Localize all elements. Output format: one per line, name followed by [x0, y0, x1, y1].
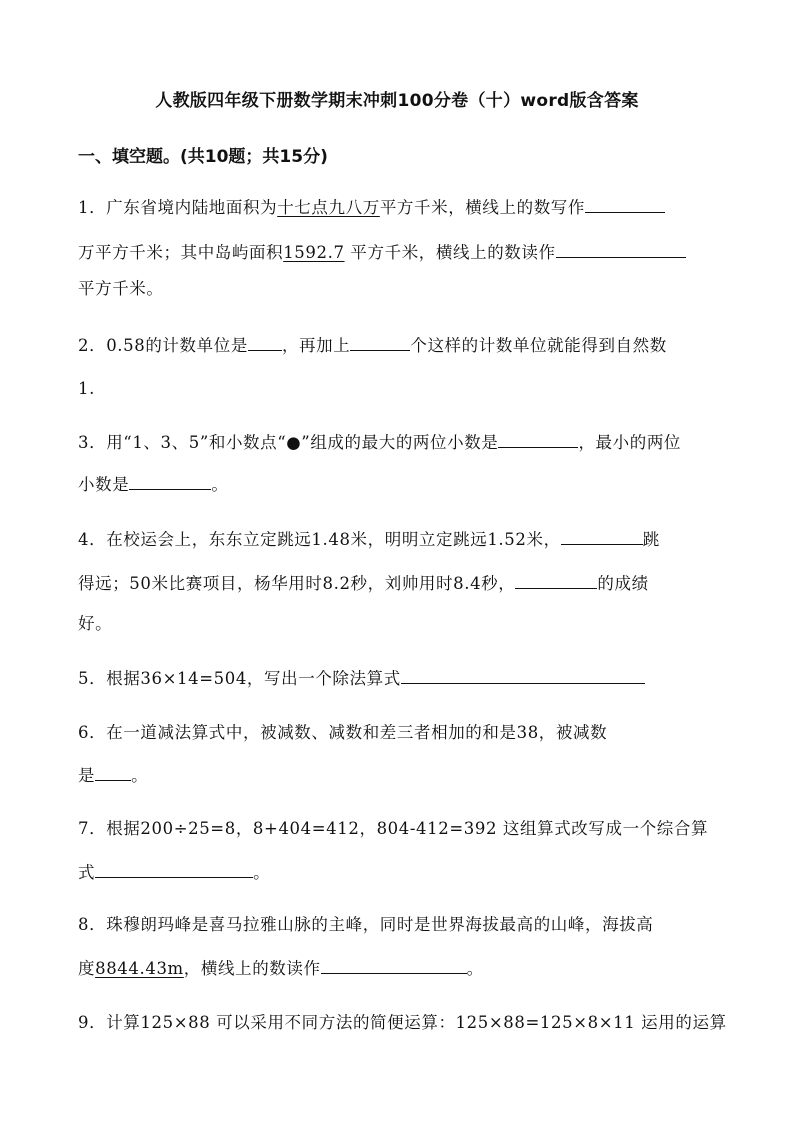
- text: 个这样的计数单位就能得到自然数: [410, 336, 667, 355]
- question-1-line-3: 平方千米。: [78, 279, 164, 298]
- answer-blank[interactable]: [585, 196, 665, 213]
- text: 。: [466, 959, 484, 978]
- text: ，最小的两位: [578, 433, 682, 452]
- answer-blank[interactable]: [498, 431, 578, 448]
- text: 4．在校运会上，东东立定跳远1.48米，明明立定跳远1.52米，: [78, 530, 561, 549]
- answer-blank[interactable]: [321, 957, 467, 974]
- question-4-line-3: 好。: [78, 614, 113, 633]
- text: 的成绩: [597, 574, 649, 593]
- question-6-line-1: 6．在一道减法算式中，被减数、减数和差三者相加的和是38，被减数: [78, 723, 608, 742]
- section-heading: 一、填空题。(共10题；共15分): [78, 147, 328, 167]
- question-8-line-1: 8．珠穆朗玛峰是喜马拉雅山脉的主峰，同时是世界海拔最高的山峰，海拔高: [78, 915, 654, 934]
- answer-blank[interactable]: [556, 241, 686, 258]
- text: 。: [253, 863, 271, 882]
- question-4-line-2: [78, 572, 649, 595]
- answer-blank[interactable]: [95, 861, 253, 878]
- text: 2．0.58的计数单位是: [78, 336, 248, 355]
- text: 5．根据36×14=504，写出一个除法算式: [78, 669, 401, 688]
- text: 是: [78, 766, 96, 785]
- underlined-text: 1592.7: [283, 243, 345, 262]
- text: 度: [78, 959, 96, 978]
- text: 平方千米，横线上的数写作: [379, 198, 586, 217]
- answer-blank[interactable]: [350, 334, 410, 351]
- text: ，横线上的数读作: [183, 959, 321, 978]
- text: 。: [131, 766, 149, 785]
- underlined-text: 十七点九八万: [277, 198, 380, 217]
- text: 1．广东省境内陆地面积为: [78, 198, 278, 217]
- text: 小数是: [78, 475, 130, 494]
- question-8-line-2: [78, 957, 484, 980]
- document-title: 人教版四年级下册数学期末冲刺100分卷（十）word版含答案: [155, 91, 639, 111]
- question-1-line-2: [78, 241, 686, 264]
- text: 。: [211, 475, 229, 494]
- question-2-line-1: [78, 334, 667, 357]
- text: ，再加上: [281, 336, 351, 355]
- text: 平方千米，横线上的数读作: [344, 243, 556, 262]
- text: 得远；50米比赛项目，杨华用时8.2秒，刘帅用时8.4秒，: [78, 574, 516, 593]
- answer-blank[interactable]: [515, 572, 597, 589]
- question-4-line-1: [78, 528, 660, 551]
- underlined-text: 8844.43m: [95, 959, 184, 978]
- question-7-line-2: [78, 861, 270, 884]
- answer-blank[interactable]: [95, 764, 131, 781]
- question-6-line-2: [78, 764, 148, 787]
- question-3-line-1: [78, 431, 681, 454]
- question-9-line-1: 9．计算125×88 可以采用不同方法的简便运算：125×88=125×8×11 运用的运算: [78, 1013, 727, 1032]
- question-7-line-1: 7．根据200÷25=8，8+404=412，804-412=392 这组算式改写成一个综合算: [78, 819, 709, 838]
- question-1-line-1: [78, 196, 665, 219]
- question-3-line-2: [78, 473, 228, 496]
- question-2-line-2: 1.: [78, 379, 95, 398]
- text: 万平方千米；其中岛屿面积: [78, 243, 284, 262]
- answer-blank[interactable]: [129, 473, 211, 490]
- text: 3．用“1、3、5”和小数点“●”组成的最大的两位小数是: [78, 433, 499, 452]
- answer-blank[interactable]: [561, 528, 643, 545]
- answer-blank[interactable]: [248, 334, 282, 351]
- text: 跳: [642, 530, 660, 549]
- question-5-line-1: [78, 667, 645, 690]
- text: 式: [78, 863, 96, 882]
- answer-blank[interactable]: [401, 667, 645, 684]
